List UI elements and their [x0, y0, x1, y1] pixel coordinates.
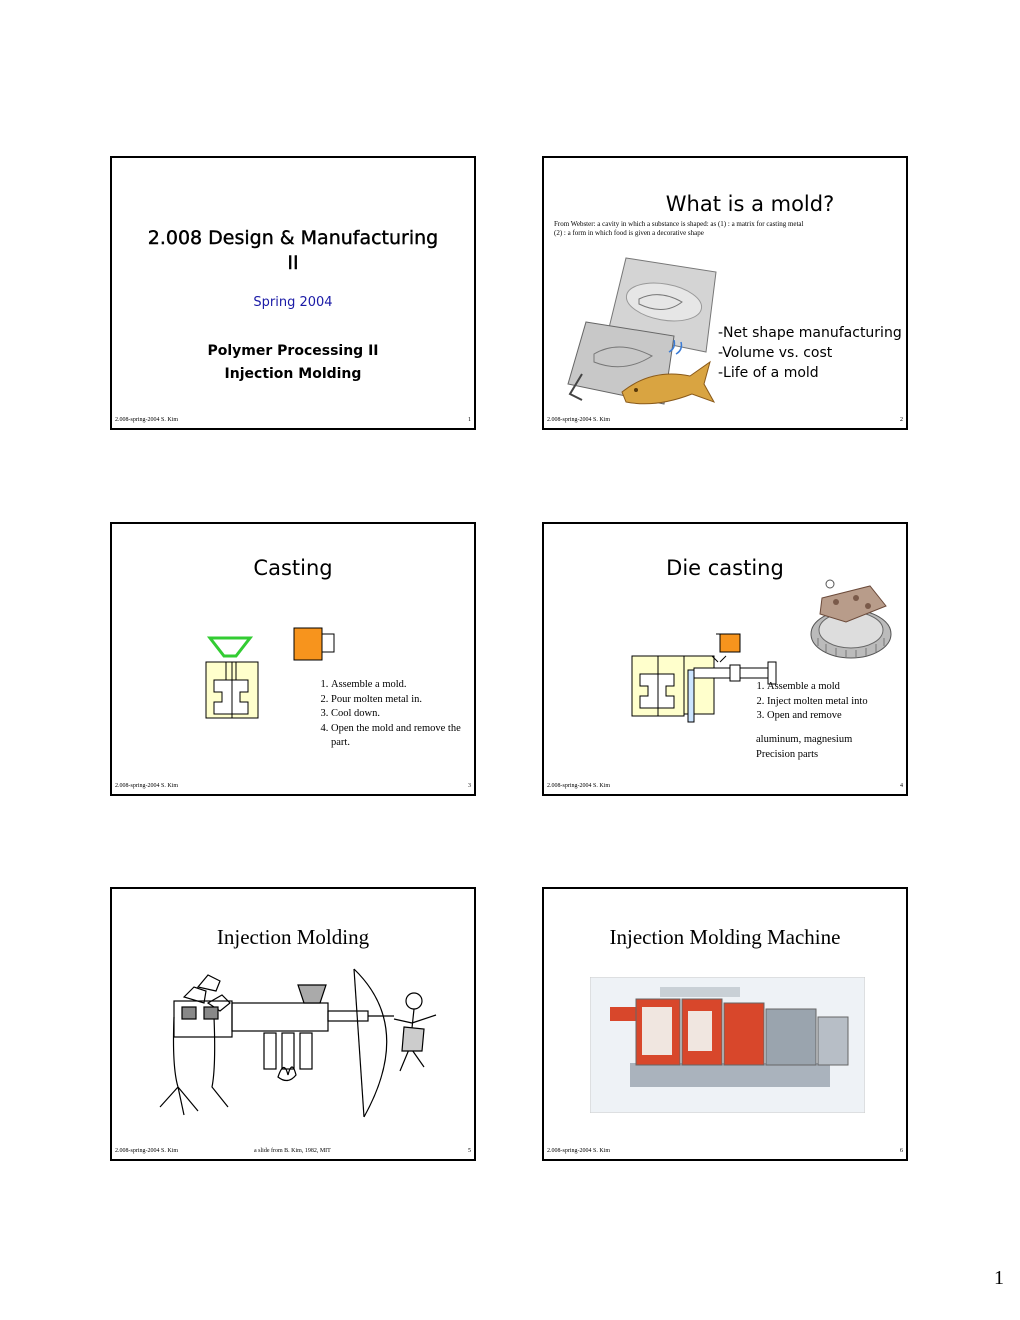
slide-number: 6 [900, 1148, 903, 1154]
casting-mold-diagram [202, 634, 262, 724]
step-4: 4. Open the mold and remove the part. [331, 722, 461, 751]
title-line-1: 2.008 Design & Manufacturing [147, 227, 439, 249]
slide-footer: 2.008-spring-2004 S. Kim [115, 783, 178, 789]
ladle-icon [292, 626, 342, 662]
fish-mold-image [564, 244, 734, 414]
slide-4 [542, 522, 908, 796]
die-casting-steps [748, 680, 917, 724]
slide-5 [110, 887, 476, 1161]
slide-number: 2 [900, 417, 903, 423]
slide-2 [542, 156, 908, 430]
slide-footer: 2.008-spring-2004 S. Kim [547, 1148, 610, 1154]
die-part-image [806, 572, 896, 668]
step-2: 2. Pour molten metal in. [331, 693, 461, 708]
slide-3-title: Casting [253, 556, 333, 580]
slide-footer: 2.008-spring-2004 S. Kim [547, 783, 610, 789]
slide-credit: a slide from B. Kim, 1982, MIT [254, 1148, 331, 1154]
precision-text: Precision parts [756, 749, 819, 760]
slide-5-title: Injection Molding [216, 925, 370, 949]
slide-3 [110, 522, 476, 796]
slide-2-title: What is a mold? [665, 192, 835, 216]
slide-4-title: Die casting [666, 556, 784, 580]
page-number: 1 [994, 1267, 1004, 1289]
topic-line-2: Injection Molding [224, 366, 362, 382]
step-3: 3. Open and remove [767, 709, 917, 724]
definition-line-1: From Webster: a cavity in which a substance is shaped: as (1) : a matrix for casting metal [554, 220, 804, 228]
slide-1-title [112, 226, 474, 276]
term-label: Spring 2004 [253, 295, 333, 310]
bullet-2: -Volume vs. cost [718, 345, 833, 361]
definition-text [554, 220, 804, 238]
bullet-3: -Life of a mold [718, 365, 819, 381]
slide-number: 3 [468, 783, 471, 789]
slide-6-title: Injection Molding Machine [609, 925, 841, 949]
definition-line-2: (2) : a form in which food is given a decorative shape [554, 229, 704, 237]
step-1: 1. Assemble a mold. [331, 678, 461, 693]
title-line-2: II [287, 252, 299, 274]
mold-bullets [718, 323, 902, 383]
slide-number: 4 [900, 783, 903, 789]
step-3: 3. Cool down. [331, 707, 461, 722]
casting-steps [312, 678, 461, 751]
slide-footer: 2.008-spring-2004 S. Kim [115, 1148, 178, 1154]
slide-6 [542, 887, 908, 1161]
slide-footer: 2.008-spring-2004 S. Kim [547, 417, 610, 423]
slide-1 [110, 156, 476, 430]
step-2: 2. Inject molten metal into [767, 695, 917, 710]
materials-text: aluminum, magnesium [756, 734, 853, 745]
slide-number: 1 [468, 417, 471, 423]
materials-note [756, 732, 852, 762]
slide-footer: 2.008-spring-2004 S. Kim [115, 417, 178, 423]
step-1: 1. Assemble a mold [767, 680, 917, 695]
caveman-injection-cartoon [154, 967, 444, 1121]
slide-number: 5 [468, 1148, 471, 1154]
topic-line-1: Polymer Processing II [207, 343, 379, 359]
injection-machine-photo [590, 977, 865, 1113]
bullet-1: -Net shape manufacturing [718, 325, 902, 341]
